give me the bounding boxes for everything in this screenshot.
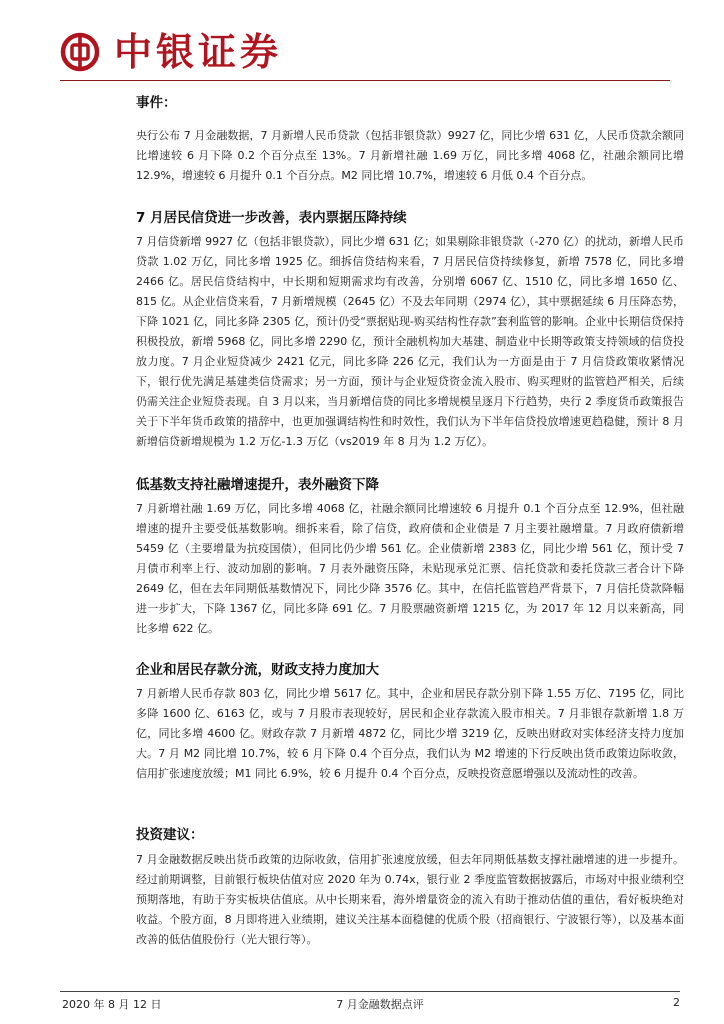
bank-of-china-logo-icon	[60, 32, 100, 72]
brand-name: 中银证券	[114, 29, 283, 74]
section-body-event: 央行公布 7 月金融数据，7 月新增人民币贷款（包括非银贷款）9927 亿，同比少增 631 亿，人民币贷款余额同比增速较 6 月下降 0.2 个百分点至 13%。7 月新增社融 1.69 万亿，同比多增 4068 亿，社融余额同比增 12.9%，增速较 6 月提升 0.1 个百分点。M2 同比增 10.7%，增速较 6 月低 0.4 个百分点。	[136, 129, 684, 182]
report-header	[60, 28, 680, 76]
footer-date: 2020 年 8 月 12 日	[62, 998, 162, 1011]
section-title-social-financing: 低基数支持社融增速提升，表外融资下降	[136, 477, 379, 493]
section-title-credit: 7 月居民信贷进一步改善，表内票据压降持续	[136, 210, 407, 226]
page-number: 2	[673, 996, 680, 1009]
section-body-social-financing: 7 月新增社融 1.69 万亿，同比多增 4068 亿，社融余额同比增速较 6 月提升 0.1 个百分点至 12.9%，但社融增速的提升主要受低基数影响。细拆来看，除了信贷，政府债和企业债是 7 月主要社融增量。7 月政府债新增 5459 亿（主要增量为抗疫国债），但同比仍少增 561 亿。企业债新增 2383 亿，同比少增 561 亿，预计受 7 月债市利率上行、波动加剧的影响。7 月表外融资压降，未贴现承兑汇票、信托贷款和委托贷款三者合计下降 2649 亿，但在去年同期低基数情况下，同比少降 3576 亿。其中，在信托监管趋严背景下，7 月信托贷款降幅进一步扩大，下降 1367 亿，同比多降 691 亿。7 月股票融资新增 1215 亿，为 2017 年 12 月以来新高，同比多增 622 亿。	[136, 502, 684, 635]
section-title-event: 事件：	[136, 95, 177, 111]
section-title-deposits: 企业和居民存款分流，财政支持力度加大	[136, 662, 379, 678]
section-body-investment-advice: 7 月金融数据反映出货币政策的边际收敛，信用扩张速度放缓，但去年同期低基数支撑社融增速的进一步提升。经过前期调整，目前银行板块估值对应 2020 年为 0.74x，银行业 2 季度监管数据披露后，市场对中报业绩利空预期落地，有助于夯实板块估值底。从中长期来看，海外增量资金的流入有助于推动估值的重估，看好板块绝对收益。个股方面，8 月即将进入业绩期，建议关注基本面稳健的优质个股（招商银行、宁波银行等），以及基本面改善的低估值股份行（光大银行等）。	[136, 853, 684, 946]
header-divider	[60, 80, 670, 81]
section-body-credit: 7 月信贷新增 9927 亿（包括非银贷款），同比少增 631 亿；如果剔除非银贷款（-270 亿）的扰动，新增人民币贷款 1.02 万亿，同比多增 1925 亿。细拆信贷结构来看，7 月居民信贷持续修复，新增 7578 亿，同比多增 2466 亿。居民信贷结构中，中长期和短期需求均有改善，分别增 6067 亿、1510 亿，同比多增 1650 亿、815 亿。从企业信贷来看，7 月新增规模（2645 亿）不及去年同期（2974 亿），其中票据延续 6 月压降态势，下降 1021 亿，同比多降 2305 亿，预计仍受“票据贴现-购买结构性存款”套利监管的影响。企业中长期信贷保持积极投放，新增 5968 亿，同比多增 2290 亿，预计全融机构加大基建、制造业中长期等政策支持领域的信贷投放力度。7 月企业短贷减少 2421 亿元，同比多降 226 亿元，我们认为一方面是由于 7 月信贷政策收紧情况下，银行优先满足基建类信贷需求；另一方面，预计与企业短贷资金流入股市、购买理财的监管趋严相关，后续仍需关注企业短贷表现。自 3 月以来，当月新增信贷的同比多增规模呈逐月下行趋势，央行 2 季度货币政策报告关于下半年货币政策的措辞中，也更加强调结构性和时效性，我们认为下半年信贷投放增速更趋稳健，预计 8 月新增信贷新增规模为 1.2 万亿-1.3 万亿（vs2019 年 8 月为 1.2 万亿）。	[136, 235, 684, 448]
footer-divider	[60, 991, 680, 992]
footer-title: 7 月金融数据点评	[336, 998, 424, 1011]
section-title-investment-advice: 投资建议：	[136, 827, 204, 843]
section-body-deposits: 7 月新增人民币存款 803 亿，同比少增 5617 亿。其中，企业和居民存款分别下降 1.55 万亿、7195 亿，同比多降 1600 亿、6163 亿，或与 7 月股市表现较好，居民和企业存款流入股市相关。7 月非银存款新增 1.8 万亿，同比多增 4600 亿。财政存款 7 月新增 4872 亿，同比少增 3219 亿，反映出财政对实体经济支持力度加大。7 月 M2 同比增 10.7%，较 6 月下降 0.4 个百分点，我们认为 M2 增速的下行反映出货币政策边际收敛，信用扩张速度放缓；M1 同比 6.9%，较 6 月提升 0.4 个百分点，反映投资意愿增强以及流动性的改善。	[136, 687, 684, 780]
